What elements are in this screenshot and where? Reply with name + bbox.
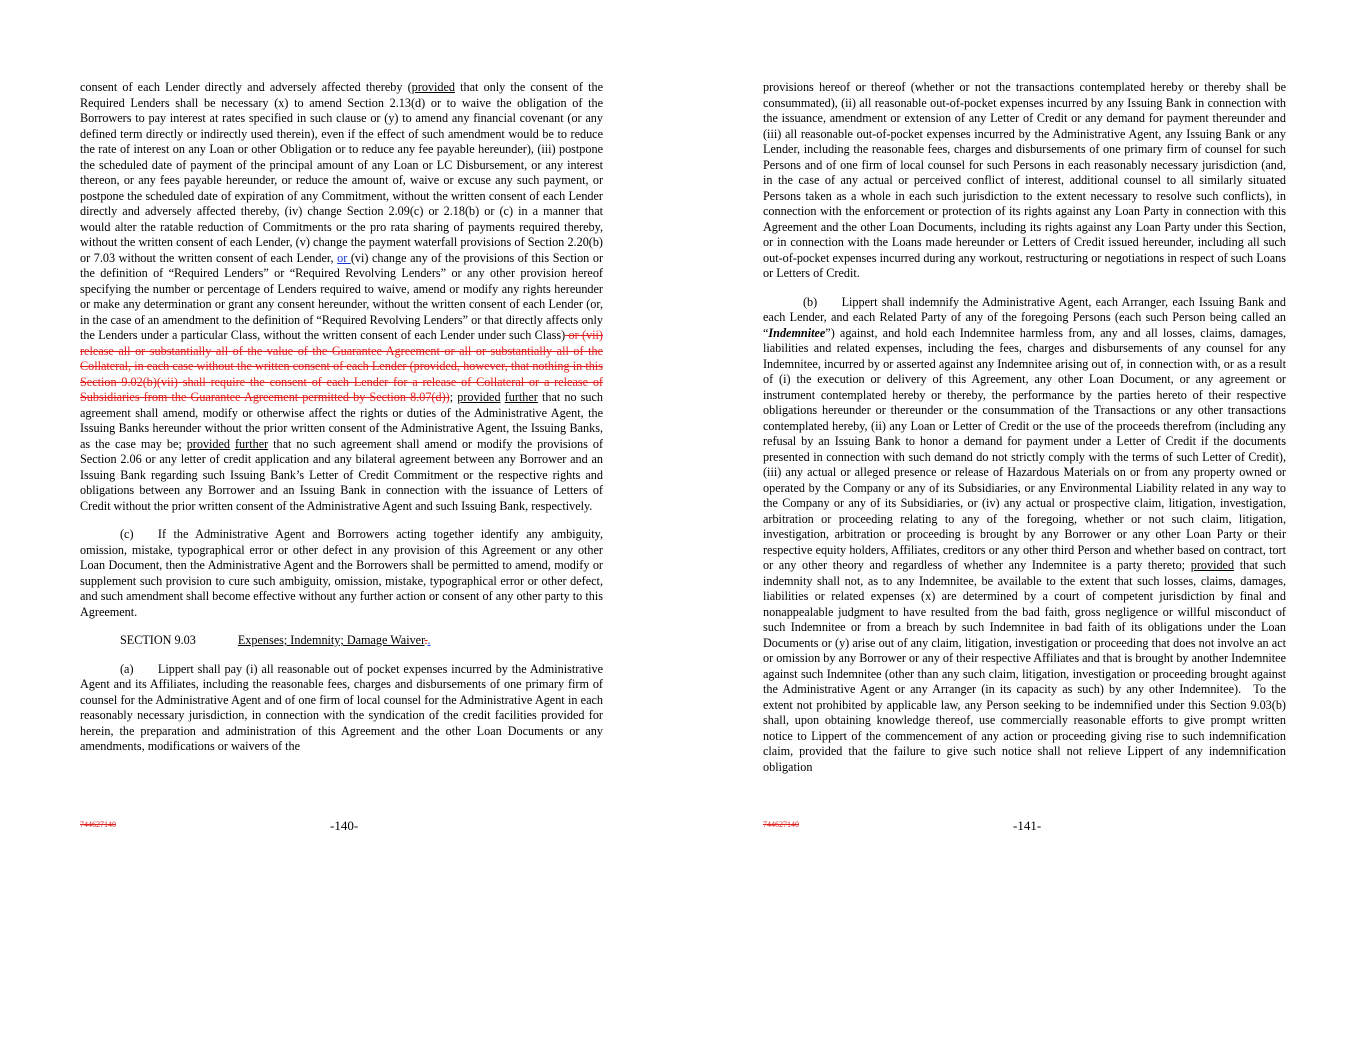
paragraph-a: (a) Lippert shall pay (i) all reasonable out of pocket expenses incurred by the Administrative Agent and its Affiliates, including the reasonable fees, charges and disbursements of one primary firm of counsel for the Administrative Agent and of one firm of local counsel for the Administrative Agent in each reasonably necessary jurisdiction, in connection with the syndication of the credit facilities provided for herein, the preparation and administration of this Agreement and the other Loan Documents or any amendments, modifications or waivers of the <box>80 661 603 753</box>
inserted-period: . <box>427 633 431 647</box>
provided-term: provided <box>1190 558 1235 572</box>
section-title: Expenses; Indemnity; Damage Waiver <box>237 633 425 647</box>
right-page-body <box>763 80 1286 788</box>
provided-term: provided <box>186 436 231 451</box>
further-term: further <box>504 390 538 404</box>
inserted-text: or <box>337 250 351 265</box>
page-number: -140- <box>330 818 359 833</box>
provided-term: provided <box>411 80 455 94</box>
paragraph-c: (c) If the Administrative Agent and Borrowers acting together identify any ambiguity, omission, mistake, typographical error or other defect in any provision of this Agreement or any other Loan Document, then the Administrative Agent and the Borrowers shall be permitted to amend, modify or supplement such provision to cure such ambiguity, omission, mistake, typographical error or other defect, and such amendment shall become effective without any further action or consent of any other party to this Agreement. <box>80 527 603 619</box>
indemnitee-term: Indemnitee <box>768 325 826 340</box>
provided-term: provided <box>457 390 501 404</box>
paragraph-consent: consent of each Lender directly and adversely affected thereby (provided that only the consent of the Required Lenders shall be necessary (x) to amend Section 2.13(d) or to waive the obligation of the Borrowers to pay interest at rates specified in such clause or (y) to amend any financial covenant (or any defined term directly or indirectly used therein), even if the effect of such amendment would be to reduce the rate of interest on any Loan or other Obligation or to reduce any fee payable hereunder), (iii) postpone the scheduled date of payment of the principal amount of any Loan or LC Disbursement, or any interest thereon, or any fees payable hereunder, or reduce the amount of, waive or excuse any such payment, or postpone the scheduled date of expiration of any Commitment, without the written consent of each Lender directly and adversely affected thereby, (iv) change Section 2.09(c) or 2.18(b) or (c) in a manner that would alter the ratable reduction of Commitments or the pro rata sharing of payments required thereby, without the written consent of each Lender, (v) change the payment waterfall provisions of Section 2.20(b) or 7.03 without the written consent of each Lender, or (vi) change any of the provisions of this Section or the definition of “Required Lenders” or “Required Revolving Lenders” or any other provision hereof specifying the number or percentage of Lenders required to waive, amend or modify any rights hereunder or make any determination or grant any consent hereunder, without the written consent of each Lender (or, in the case of an amendment to the definition of “Required Revolving Lenders” or that directly affects only the Lenders under a particular Class, without the written consent of each Lender under such Class) or (vii) release all or substantially all of the value of the Guarantee Agreement or all or substantially all of the Collateral, in each case without the written consent of each Lender (provided, however, that nothing in this Section 9.02(b)(vii) shall require the consent of each Lender for a release of Collateral or a release of Subsidiaries from the Guarantee Agreement permitted by Section 8.07(d)); provided further that no such agreement shall amend, modify or otherwise affect the rights or duties of the Administrative Agent, the Issuing Banks hereunder without the prior written consent of the Administrative Agent, the Issuing Banks, as the case may be; provided further that no such agreement shall amend or modify the provisions of Section 2.06 or any letter of credit application and any bilateral agreement between any Borrower and an Issuing Bank regarding such Issuing Bank’s Letter of Credit Commitment or the respective rights and obligations between any Borrower and an Issuing Bank in connection with the issuance of Letters of Credit without the prior written consent of the Administrative Agent and such Issuing Bank, respectively. <box>80 80 604 513</box>
document-id: 744627140 <box>763 820 799 829</box>
further-term: further <box>235 436 269 451</box>
paragraph-b: (b) Lippert shall indemnify the Administrative Agent, each Arranger, each Issuing Bank and each Lender, and each Related Party of any of the foregoing Persons (each such Person being called an “Indemnitee”) against, and hold each Indemnitee harmless from, any and all losses, claims, damages, liabilities and related expenses, including the fees, charges and disbursements of any counsel for any Indemnitee, incurred by or asserted against any Indemnitee arising out of, in connection with, or as a result of (i) the execution or delivery of this Agreement, any other Loan Document, or any agreement or instrument contemplated hereby or thereby, the performance by the parties hereto of their respective obligations hereunder or thereunder or the consummation of the Transactions or any other transactions contemplated hereby, (ii) any Loan or Letter of Credit or the use of the proceeds therefrom (including any refusal by an Issuing Bank to honor a demand for payment under a Letter of Credit if the documents presented in connection with such demand do not strictly comply with the terms of such Letter of Credit), (iii) any actual or alleged presence or release of Hazardous Materials on or from any property owned or operated by the Company or any of its Subsidiaries, or any Environmental Liability related in any way to the Company or any of its Subsidiaries, or (iv) any actual or prospective claim, litigation, investigation, arbitration or proceeding relating to any of the foregoing, whether or not such claim, litigation, investigation, arbitration or proceeding is brought by any Borrower or any other Loan Party or their respective equity holders, Affiliates, creditors or any other third Person and whether based on contract, tort or any other theory and regardless of whether any Indemnitee is a party thereto; provided that such indemnity shall not, as to any Indemnitee, be available to the extent that such losses, claims, damages, liabilities or related expenses (x) are determined by a court of competent jurisdiction by final and nonappealable judgment to have resulted from the bad faith, gross negligence or willful misconduct of such Indemnitee or from a breach by such Indemnitee in bad faith of its obligations under the Loan Documents or (y) arise out of any claim, litigation, investigation or proceeding that does not involve an act or omission by any Borrower or any of their respective Affiliates and that is brought by another Indemnitee against such Indemnitee (other than any such claim, litigation, investigation or proceeding brought against the Administrative Agent or any Arranger (in its capacity as such) by any other Indemnitee). To the extent not prohibited by applicable law, any Person seeking to be indemnified under this Section 9.03(b) shall, upon obtaining knowledge thereof, use commercially reasonable efforts to give prompt written notice to Lippert of the commencement of any action or proceeding giving rise to such indemnification claim, provided that the failure to give such notice shall not relieve Lippert of any indemnification obligation <box>763 294 1286 774</box>
paragraph-expenses-continued: provisions hereof or thereof (whether or not the transactions contemplated hereby or thereby shall be consummated), (ii) all reasonable out-of-pocket expenses incurred by any Issuing Bank in connection with the issuance, amendment or extension of any Letter of Credit or any demand for payment thereunder and (iii) all reasonable out-of-pocket expenses incurred by the Administrative Agent, any Issuing Bank or any Lender, including the reasonable fees, charges and disbursements of one primary firm of counsel for such Persons and of one firm of local counsel for such Persons in each reasonably necessary jurisdiction (and, in the case of any actual or perceived conflict of interest, additional counsel to all similarly situated Persons taken as a whole in each such jurisdiction to the extent necessary to resolve such conflicts), in connection with the enforcement or protection of its rights against any Loan Party in connection with this Agreement and the other Loan Documents, including its rights against any Loan Party under this Section, or in connection with the Loans made hereunder or Letters of Credit issued hereunder, including all such out-of-pocket expenses incurred during any workout, restructuring or negotiations in respect of such Loans or Letters of Credit. <box>763 80 1286 280</box>
section-heading-9-03 <box>120 633 603 649</box>
page-141 <box>683 0 1365 1055</box>
deleted-text: or (vii) release all or substantially all of the value of the Guarantee Agreement or all or substantially all of the Collateral, in each case without the written consent of each Lender (provided, however, that nothing in this Section 9.02(b)(vii) shall require the consent of each Lender for a release of Collateral or a release of Subsidiaries from the Guarantee Agreement permitted by Section 8.07(d)) <box>80 328 603 404</box>
section-number: SECTION 9.03 <box>120 633 196 647</box>
document-id: 744627140 <box>80 820 116 829</box>
deleted-period: . <box>424 633 428 647</box>
page-number: -141- <box>1013 818 1042 833</box>
left-page-body <box>80 80 603 768</box>
